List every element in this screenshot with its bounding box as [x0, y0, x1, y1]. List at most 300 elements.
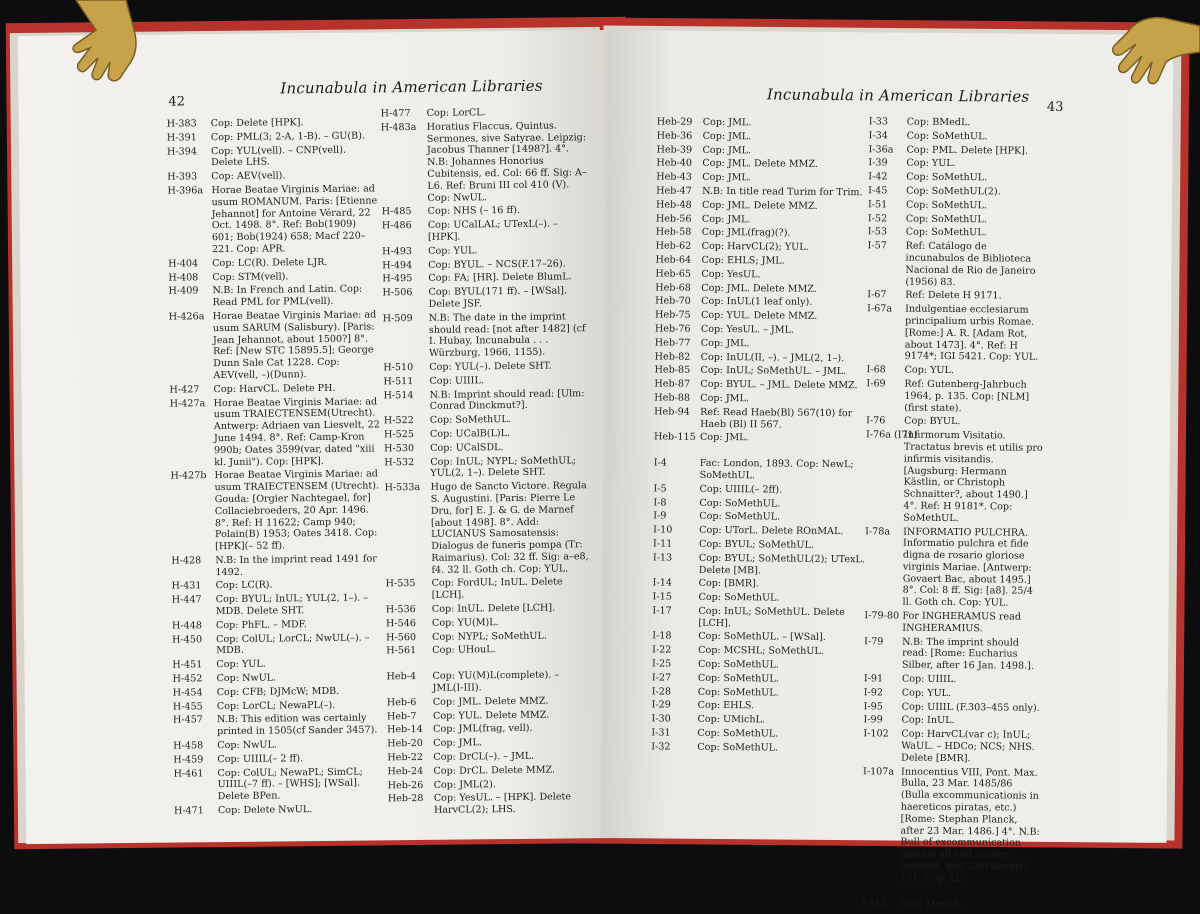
catalog-entry [651, 714, 863, 728]
entry-text: Cop: YUL. [216, 658, 266, 671]
entry-key: I-57 [867, 240, 887, 252]
entry-key: I-36a [868, 143, 894, 156]
catalog-entry [652, 700, 864, 714]
entry-text: Cop: NYPL; SoMethUL. [432, 630, 547, 643]
catalog-entry [172, 658, 382, 672]
entry-key: H-393 [167, 171, 198, 183]
entry-key: Heb-85 [654, 364, 691, 377]
entry-key: I-67 [867, 289, 887, 301]
catalog-entry [173, 685, 383, 699]
catalog-entry [170, 469, 381, 554]
entry-text: Cop: NHS (– 16 ff). [427, 205, 521, 218]
entry-key: I-28 [651, 686, 672, 698]
catalog-entry [866, 416, 1044, 429]
catalog-entry [387, 695, 593, 709]
entry-key: H-561 [386, 645, 417, 657]
catalog-entry [653, 552, 865, 577]
catalog-entry [384, 388, 590, 414]
entry-text: Cop: SoMethUL. [429, 414, 511, 426]
entry-key: H-511 [383, 375, 414, 388]
entry-key: I-99 [863, 714, 883, 726]
entry-key: H-391 [166, 132, 197, 144]
catalog-entry [868, 158, 1046, 171]
catalog-entry [386, 644, 592, 658]
catalog-entry [387, 736, 593, 750]
entry-text: Cop: YUL. [428, 245, 478, 257]
entry-key: I-102 [863, 728, 889, 740]
entry-key: H-427a [169, 397, 206, 410]
catalog-entry [172, 632, 382, 658]
catalog-entry [651, 741, 863, 755]
entry-text: Cop: UIIIL. [429, 375, 484, 387]
entry-text: Cop: UIIIL. [901, 673, 957, 686]
catalog-entry [864, 673, 1042, 686]
entry-text: Cop: SoMethUL. [698, 591, 780, 604]
catalog-entry [656, 227, 868, 241]
entry-key: Heb-65 [655, 268, 692, 280]
entry-text: Cop: ColUL; LorCL; NwUL(–). – MDB. [216, 632, 370, 657]
catalog-entry [386, 616, 592, 630]
entry-key: I-18 [652, 630, 672, 643]
entry-text: Cop: JML. Delete MMZ. [702, 158, 818, 171]
catalog-entry [173, 713, 383, 739]
entry-text: Cop: DrCL. Delete MMZ. [433, 764, 556, 777]
entry-text: Cop: YUL(vell). – CNP(vell). Delete LHS. [210, 144, 347, 169]
entry-key: H-509 [382, 312, 413, 325]
catalog-entry [866, 378, 1044, 415]
entry-key: Heb-82 [654, 350, 691, 363]
entry-text: Cop: SoMethUL. – [WSal]. [698, 631, 826, 644]
entry-text: Cop: JML(frag, vell). [433, 723, 533, 736]
entry-key: H-426a [168, 311, 205, 323]
entry-text: Hugo de Sancto Victore. Regula S. Augustini. [Paris: Pierre Le Dru, for] E. J. & G. de Marnef [about 1498]. 8°. Add: LUCIANUS Samosatensis: Dialogus de funeris pompa (Tr: Raimarius). Col: 32 ff. Sig: a–e8, f4. 32 ll. Goth ch. Cop: YUL. [430, 480, 589, 576]
entry-key: Heb-70 [655, 295, 691, 308]
catalog-entry [168, 270, 378, 284]
catalog-entry [862, 898, 1040, 911]
entry-key: H-493 [382, 245, 413, 258]
entry-text: Cop: JML. [700, 337, 750, 350]
entry-key: Heb-56 [655, 213, 692, 225]
entry-text: Cop: JML. [700, 392, 750, 405]
entry-key: I-91 [863, 673, 884, 685]
catalog-entry [655, 268, 867, 282]
catalog-entry [382, 285, 588, 311]
catalog-entry [382, 218, 588, 244]
entry-text: Cop: InUL. [901, 715, 955, 727]
catalog-entry [653, 525, 865, 539]
catalog-entry [655, 282, 867, 296]
entry-key: I-5 [653, 483, 667, 495]
entry-key: H-428 [171, 555, 202, 567]
catalog-entry [864, 610, 1042, 635]
catalog-entry [656, 144, 868, 158]
catalog-entry [869, 130, 1047, 143]
entry-text: Cop: CFB; DJMcW; MDB. [216, 685, 340, 698]
entry-key: Heb-22 [387, 752, 424, 764]
catalog-entry [652, 686, 864, 700]
entry-key: Heb-94 [654, 406, 690, 418]
entry-key: H-525 [383, 428, 414, 441]
catalog-entry [869, 116, 1047, 129]
catalog-entry [652, 605, 864, 630]
left-column-2 [381, 106, 594, 819]
catalog-entry [167, 170, 377, 184]
entry-key: H-535 [385, 578, 416, 590]
entry-key: I-13 [652, 552, 673, 564]
catalog-entry [864, 526, 1043, 610]
entry-text: Cop: EHLS. [697, 700, 755, 712]
catalog-entry [172, 671, 382, 685]
entry-key: H-546 [385, 617, 416, 630]
left-column-1 [167, 116, 384, 819]
page-number-left: 42 [168, 94, 186, 110]
catalog-entry [169, 309, 380, 382]
entry-text: Cop: JML(frag)(?). [701, 227, 791, 239]
entry-key: I-31 [651, 727, 671, 739]
catalog-entry [868, 171, 1046, 184]
catalog-entry [657, 116, 869, 130]
entry-text: Cop: SoMethUL. [697, 686, 779, 699]
catalog-entry [651, 727, 863, 741]
catalog-entry [657, 130, 869, 144]
entry-text: Cop: YU(M)L(complete). – JML(I-III). [432, 669, 560, 694]
catalog-entry [388, 778, 594, 792]
entry-text: Cop: UCalB(L)L. [429, 427, 511, 440]
entry-key: I-67a [867, 303, 893, 315]
entry-key: Heb-76 [654, 323, 691, 335]
entry-text: Cop: JML. [433, 737, 482, 750]
entry-text: Cop: YUL(–). Delete SHT. [429, 360, 552, 373]
entry-key: I-11 [652, 538, 673, 550]
entry-text: Cop: LorCL. [426, 107, 486, 119]
catalog-entry [868, 213, 1046, 226]
entry-key: Heb-88 [654, 392, 691, 404]
catalog-entry [865, 429, 1044, 525]
entry-text: Cop: SoMethUL(2). [906, 185, 1001, 198]
catalog-entry [387, 723, 593, 737]
entry-text: Ref: Gutenberg-Jahrbuch 1964, p. 135. Cop: [NLM](first state). [904, 378, 1030, 414]
entry-key: H-485 [381, 206, 412, 218]
entry-text: Cop: NwUL. [216, 672, 277, 685]
entry-text: Cop: HarvCL(var c); InUL; WaUL. – HDCo; NCS; NHS. Delete [BMR]. [901, 728, 1035, 765]
catalog-entry [387, 709, 593, 723]
entry-key: Heb-7 [386, 710, 417, 722]
entry-text: Cop: YesUL. – JML. [700, 323, 795, 336]
entry-text: Cop: InUL; NYPL; SoMethUL; YUL(2, 1–). Delete SHT. [430, 454, 576, 480]
entry-key: I-4 [653, 457, 667, 469]
entry-text: N.B: This edition was certainly printed in 1505(cf Sander 3457). [216, 712, 378, 738]
entry-text: Cop: JML. Delete MMZ. [432, 695, 549, 708]
entry-text: Cop: SoMethUL. [905, 227, 987, 239]
entry-key: Heb-26 [387, 779, 424, 791]
entry-key: I-39 [868, 157, 888, 169]
catalog-entry [388, 792, 594, 818]
catalog-entry [382, 205, 588, 219]
entry-text: Innocentius VIII, Pont. Max. Bulla, 23 Mar. 1485/86 (Bulla excommunicationis in haereticos piratas, etc.) [Rome: Stephan Planck, after 23 Mar. 1486.] 4°. N.B: Bull of excommunication against all and sundry heretics. Ref: GW(Nachtr) 171. Cop: LC. [900, 766, 1040, 884]
entry-key: H-447 [171, 594, 202, 606]
entry-text: For INGHERAMUS read INGHERAMIUS. [902, 610, 1022, 635]
entry-text: Cop: BYUL; SoMethUL. [698, 538, 814, 551]
catalog-entry [384, 427, 590, 441]
entry-key: I-33 [868, 116, 889, 128]
catalog-entry [656, 172, 868, 186]
entry-key: I-25 [651, 658, 672, 670]
entry-text: Cop: InUL; SoMethUL. – JML. [700, 365, 847, 378]
catalog-entry [171, 553, 381, 579]
catalog-entry [167, 130, 377, 144]
catalog-entry [382, 272, 588, 286]
entry-text: Cop: JML. [701, 213, 751, 225]
entry-text: Ref: Delete H 9171. [905, 289, 1002, 302]
catalog-entry [653, 511, 865, 525]
entry-key: I-27 [651, 672, 672, 684]
entry-key: I-51 [867, 199, 888, 211]
entry-key: H-471 [173, 805, 204, 817]
catalog-entry [867, 240, 1045, 289]
entry-key: H-383 [166, 118, 197, 130]
entry-text: Cop: YUL. [906, 158, 956, 170]
entry-key: Heb-87 [654, 378, 691, 390]
entry-text: Cop: JML. Delete MMZ. [701, 199, 818, 212]
entry-text: Cop: [BMR]. [698, 578, 759, 590]
entry-key: Heb-68 [655, 282, 691, 294]
catalog-entry [868, 227, 1046, 240]
catalog-entry [868, 199, 1046, 212]
catalog-entry [173, 766, 383, 804]
entry-key: Heb-48 [655, 199, 692, 211]
entry-text: Cop: SoMethUL. [697, 658, 779, 671]
entry-text: Cop: PML(3; 2-A, 1-B). – GU(B). [210, 130, 366, 143]
entry-key: I-92 [863, 687, 884, 699]
catalog-entry [653, 497, 865, 511]
entry-text: Cop: LorCL; NewaPL(–). [216, 699, 336, 712]
entry-key: H-396a [167, 185, 204, 197]
catalog-entry [386, 602, 592, 616]
entry-key: H-408 [168, 271, 199, 284]
entry-text: Cop: HarvCL. Delete PH. [213, 382, 336, 395]
entry-key: I-52 [867, 212, 888, 225]
catalog-entry [386, 577, 592, 603]
entry-text: Cop: JML. [702, 130, 752, 143]
entry-key: I-68 [866, 364, 886, 376]
entry-text: Cop: UHouL. [432, 644, 496, 657]
entry-text: Cop: JML(2). [433, 778, 496, 791]
entry-key: H-494 [382, 259, 413, 271]
catalog-entry [383, 360, 589, 374]
catalog-entry [654, 406, 866, 431]
entry-text: Cop: AEV(vell). [211, 170, 286, 183]
entry-key: I-8 [653, 496, 667, 509]
gold-hand-weight-icon [56, 0, 156, 84]
catalog-entry [656, 185, 868, 199]
entry-key: H-533a [384, 482, 421, 494]
catalog-entry [653, 578, 865, 592]
entry-key: I-78a [865, 525, 891, 538]
entry-text: Cop: YUL. Delete MMZ. [432, 709, 550, 722]
entry-key: Heb-4 [386, 671, 417, 683]
entry-key: H-495 [382, 273, 413, 285]
entry-text: Horae Beatae Virginis Mariae: ad usum ROMANUM. Paris: [Etienne Jehannot] for Antoine Vérard, 22 Oct. 1498. 8°. Ref: Bob(1909) 601; Bob(1924) 658; Macf 220–221. Cop: APR. [211, 183, 378, 256]
catalog-entry [863, 715, 1041, 728]
catalog-entry [386, 630, 592, 644]
entry-text: Cop: YU(M)L. [431, 617, 499, 629]
entry-text: Cop: UIIIL (F.303–455 only). [901, 701, 1040, 714]
catalog-entry [654, 379, 866, 393]
entry-text: Infirmorum Visitatio. Tractatus brevis et utilis pro infirmis visitandis. [Augsburg: Hermann Kästlin, or Christoph Schnaitter?, about 1490.] 4°. Ref: H 9181*. Cop: SoMethUL. [903, 429, 1043, 524]
entry-key: H-514 [383, 389, 414, 401]
entry-key: Heb-58 [655, 226, 692, 239]
entry-text: Cop: InUL(II, –). – JML(2, 1–). [700, 351, 845, 364]
entry-text: Cop: STM(vell). [212, 270, 289, 283]
entry-key: H-452 [172, 673, 203, 685]
catalog-entry [381, 120, 588, 205]
entry-text: Cop: HarvCL(2); YUL. [701, 241, 809, 253]
catalog-entry [652, 631, 864, 645]
catalog-entry [652, 659, 864, 673]
entry-key: I-107a [863, 765, 895, 778]
catalog-entry [168, 284, 378, 310]
catalog-entry [382, 244, 588, 258]
entry-text: Horatius Flaccus, Quintus. Sermones, sive Satyrae. Leipzig: Jacobus Thanner [1498?]. 4°. N.B: Johannes Honorius Cubitensis, ed. Col: 66 ff. Sig: A–L6. Ref: Bruni III col 410 (V). Cop: NwUL. [426, 120, 587, 204]
entry-text: Ref: Catálogo de incunabulos de Biblioteca Nacional de Rio de Janeiro (1956) 83. [905, 240, 1036, 288]
catalog-entry [654, 458, 866, 483]
entry-key: I-22 [652, 644, 672, 656]
entry-text: Cop: UMichL. [697, 714, 766, 726]
entry-text: Cop: SoMethUL. [905, 213, 987, 225]
catalog-entry [174, 803, 384, 817]
catalog-entry [655, 365, 867, 379]
entry-key: H-448 [171, 620, 202, 632]
entry-text: Cop: SoMethUL. [697, 741, 779, 754]
entry-text: Cop: BYUL. – JML. Delete MMZ. [700, 378, 858, 392]
entry-key: H-477 [380, 108, 411, 120]
entry-text: Cop: ColUL; NewaPL; SimCL; UIIIL(–7 ff). – [WHS]; [WSal]. Delete BPen. [217, 766, 363, 803]
left-page [18, 30, 612, 844]
catalog-entry [382, 258, 588, 272]
entry-text: Cop: JML. [702, 172, 751, 184]
entry-key: Heb-14 [387, 724, 423, 736]
entry-text: Cop: InUL. Delete [LCH]. [431, 602, 556, 615]
entry-text: Cop: LC(R). [215, 580, 273, 592]
entry-key: I-34 [868, 130, 888, 142]
running-title-right: Incunabula in American Libraries [766, 85, 1030, 106]
catalog-entry [867, 290, 1045, 303]
entry-text: Cop: Delete [HPK]. [210, 117, 304, 130]
entry-text: Cop: UCalSDL. [430, 441, 504, 454]
entry-key: I-76 [866, 415, 886, 427]
entry-key: H-431 [171, 580, 202, 593]
entry-key: Heb-36 [656, 130, 693, 142]
entry-text: Cop: BYUL(171 ff). – [WSal]. Delete JSF. [428, 285, 568, 310]
entry-key: H-532 [384, 456, 415, 468]
entry-key: H-404 [168, 258, 199, 270]
entry-text: Cop: JML. [702, 116, 752, 129]
entry-text: Indulgentiae ecclesiarum principalium urbis Romae. [Rome:] A. R. [Adam Rot, about 1473]. 4°. Ref: H 9174*; IGI 5421. Cop: YUL. [904, 303, 1039, 364]
catalog-entry [863, 729, 1041, 766]
entry-text: Cop: YesUL. – [HPK]. Delete HarvCL(2); LHS. [433, 791, 572, 817]
page-number-right: 43 [1046, 99, 1064, 115]
entry-text: Cop: LC(R). Delete LJR. [212, 256, 328, 269]
catalog-entry [167, 144, 377, 170]
catalog-entry [653, 483, 865, 497]
catalog-entry [655, 254, 867, 268]
entry-text: Cop: PML. Delete [HPK]. [906, 144, 1029, 157]
catalog-entry [172, 618, 382, 632]
entry-key: Heb-47 [656, 185, 692, 197]
entry-key: H-483a [380, 121, 417, 134]
entry-key: I-42 [868, 171, 888, 183]
catalog-entry [173, 699, 383, 713]
entry-text: N.B: In the imprint read 1491 for 1492. [215, 553, 377, 578]
entry-key: Heb-40 [656, 157, 693, 170]
entry-key: H-510 [383, 361, 414, 374]
entry-text: Cop: YUL. Delete MMZ. [700, 309, 818, 323]
entry-text: Cop: MCSHL; SoMethUL. [698, 645, 824, 658]
entry-text: Horae Beatae Virginis Mariae: ad usum TRAIECTENSEM(Utrecht). Antwerp: Adriaen van Liesvelt, 22 June 1494. 8°. Ref: Camp-Kron 990b; Oates 3599(var, dated "xiii kl. Junii"). Cop: [HPK]. [213, 395, 380, 468]
catalog-entry [655, 296, 867, 310]
entry-key: Heb-43 [656, 171, 692, 183]
entry-text: Cop: SoMethUL. [905, 199, 987, 212]
entry-key: I-29 [651, 699, 671, 712]
entry-text: Cop: SoMethUL. [906, 130, 988, 143]
entry-key: Heb-39 [656, 144, 693, 156]
entry-key: Heb-24 [387, 765, 424, 778]
catalog-entry [655, 323, 867, 337]
catalog-entry [384, 480, 591, 577]
entry-key: I-79-80 [864, 610, 900, 622]
catalog-entry [384, 413, 590, 427]
entry-text: Cop: UIIIL(– 2 ff). [217, 753, 304, 765]
entry-text: Cop: JML. [702, 144, 752, 156]
entry-key: I-115 [861, 897, 888, 910]
entry-text: Cop: UCalLAL; UTexL(–). – [HPK]. [427, 218, 558, 243]
entry-key: Heb-28 [387, 793, 424, 805]
entry-text: N.B: The imprint should read: [Rome: Eucharius Silber, after 16 Jan. 1498.]. [901, 636, 1035, 673]
entry-key: I-17 [652, 605, 672, 617]
entry-text: Cop: SoMethUL. [697, 672, 779, 685]
entry-key: I-14 [652, 577, 672, 589]
catalog-entry [864, 687, 1042, 700]
catalog-entry [172, 593, 382, 619]
catalog-entry [381, 106, 587, 120]
entry-key: H-451 [172, 659, 203, 671]
entry-text: Cop: BMedL. [906, 116, 971, 129]
entry-text: Cop: InUL; SoMethUL. Delete [LCH]. [698, 605, 845, 629]
entry-text: Cop: SoMethUL. [697, 727, 779, 740]
entry-text: Cop: UIIIL(– 2ff). [699, 483, 783, 496]
catalog-entry [655, 351, 867, 365]
entry-text: N.B: In French and Latin. Cop: Read PML for PML(vell). [212, 283, 363, 309]
entry-text: Cop: JML. [699, 432, 749, 444]
entry-key: H-486 [381, 220, 412, 232]
entry-key: Heb-75 [654, 309, 691, 321]
entry-text: Cop: ManCL. [899, 898, 964, 910]
catalog-entry [656, 158, 868, 172]
entry-key: H-522 [383, 415, 414, 427]
entry-text: Cop: Delete NwUL. [217, 804, 313, 817]
catalog-entry [172, 579, 382, 593]
entry-key: H-455 [172, 700, 203, 713]
catalog-entry [387, 764, 593, 778]
entry-key: H-560 [386, 631, 417, 644]
entry-key: H-454 [172, 687, 203, 699]
entry-text: Cop: BYUL. [904, 415, 961, 428]
catalog-entry [386, 669, 592, 695]
catalog-entry [167, 183, 378, 256]
entry-key: I-15 [652, 591, 672, 603]
catalog-entry [383, 374, 589, 388]
entry-key: I-95 [863, 700, 883, 713]
